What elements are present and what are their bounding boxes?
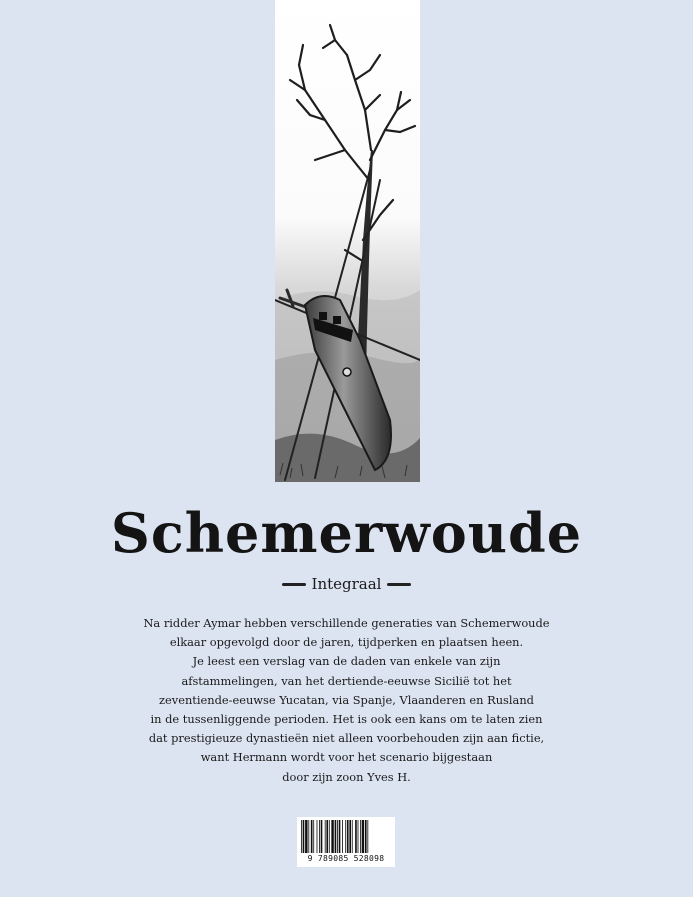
barcode-icon: [301, 820, 391, 853]
barcode-bar: [319, 820, 320, 853]
illustration-panel: [275, 0, 420, 482]
barcode-bar: [362, 820, 364, 853]
barcode-bar: [349, 820, 351, 853]
left-ornament-dash: [282, 583, 306, 586]
barcode-bar: [308, 820, 309, 853]
barcode-bar: [321, 820, 323, 853]
barcode-bar: [326, 820, 328, 853]
back-cover-blurb: [120, 614, 573, 787]
barcode-bar: [303, 820, 305, 853]
barcode-bar: [313, 820, 314, 853]
barcode-bar: [339, 820, 341, 853]
barcode-bar: [352, 820, 353, 853]
barcode-bar: [345, 820, 346, 853]
barcode-bar: [360, 820, 361, 853]
barcode-bar: [365, 820, 367, 853]
barcode-bar: [325, 820, 326, 853]
barcode-bar: [317, 820, 318, 853]
barcode-bar: [301, 820, 302, 853]
barcode-bar: [335, 820, 337, 853]
barcode-bar: [337, 820, 338, 853]
barcode-bar: [305, 820, 307, 853]
blurb-line: Je leest een verslag van de daden van enkele van zijn: [192, 654, 501, 669]
barcode-bar: [311, 820, 313, 853]
blurb-line: in de tussenliggende perioden. Het is ook een kans om te laten zien: [150, 712, 543, 727]
subtitle: Integraal: [311, 575, 382, 593]
book-title: Schemerwoude: [110, 501, 583, 565]
barcode-bar: [329, 820, 330, 853]
blurb-line: want Hermann wordt voor het scenario bijgestaan: [200, 750, 493, 765]
barcode-label: [297, 817, 395, 867]
isbn-number: 9 789085 528098: [307, 854, 385, 863]
blurb-line: door zijn zoon Yves H.: [282, 769, 411, 784]
blurb-line: zeventiende-eeuwse Yucatan, via Spanje, Vlaanderen en Rusland: [159, 692, 534, 707]
barcode-bar: [331, 820, 333, 853]
blurb-line: elkaar opgevolgd door de jaren, tijdperken en plaatsen heen.: [169, 635, 524, 650]
barcode-bar: [355, 820, 357, 853]
dead-tree-shield-illustration: [275, 0, 420, 482]
blurb-line: dat prestigieuze dynastieën niet alleen voorbehouden zijn aan fictie,: [148, 731, 545, 746]
right-ornament-dash: [387, 583, 411, 586]
barcode-bar: [342, 820, 343, 853]
subtitle-row: [0, 572, 693, 596]
barcode-bar: [367, 820, 368, 853]
barcode-bar: [347, 820, 349, 853]
blurb-line: afstammelingen, van het dertiende-eeuwse Sicilië tot het: [181, 673, 512, 688]
blurb-line: Na ridder Aymar hebben verschillende generaties van Schemerwoude: [143, 616, 550, 630]
barcode-bar: [358, 820, 359, 853]
